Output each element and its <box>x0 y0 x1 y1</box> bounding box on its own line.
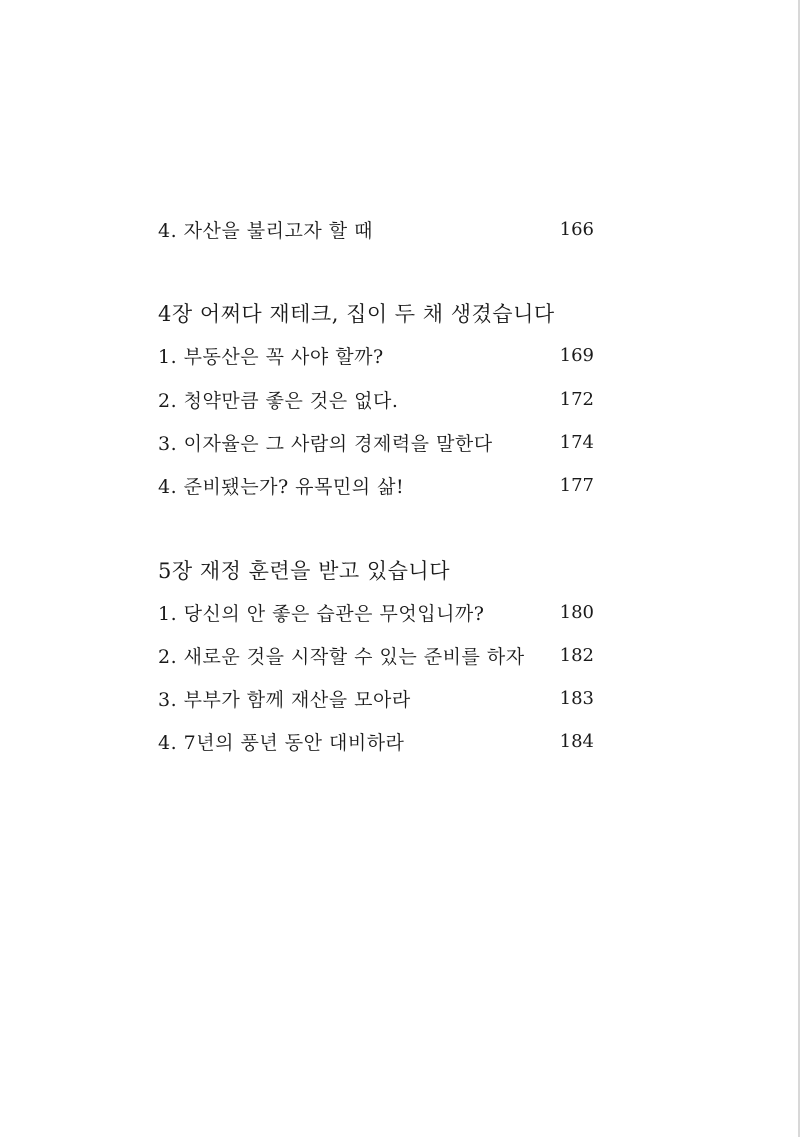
toc-entry-title: 2. 새로운 것을 시작할 수 있는 준비를 하자 <box>158 645 525 668</box>
toc-entry <box>158 597 594 627</box>
toc-entry-page: 166 <box>559 218 594 240</box>
toc-entry <box>158 726 594 756</box>
toc-entry-page: 174 <box>559 431 594 453</box>
toc-entry-title: 3. 이자율은 그 사람의 경제력을 말한다 <box>158 432 493 455</box>
toc-entry <box>158 427 594 457</box>
toc-entry-page: 169 <box>559 344 594 366</box>
toc-entry-title: 3. 부부가 함께 재산을 모아라 <box>158 688 411 711</box>
toc-entry <box>158 384 594 414</box>
toc-entry-page: 172 <box>559 388 594 410</box>
toc-entry <box>158 340 594 370</box>
toc-entry-page: 180 <box>559 601 594 623</box>
toc-entry <box>158 470 594 500</box>
toc-entry-page: 184 <box>559 730 594 752</box>
toc-entry-title: 1. 당신의 안 좋은 습관은 무엇입니까? <box>158 602 485 625</box>
toc-entry-title: 2. 청약만큼 좋은 것은 없다. <box>158 389 399 412</box>
toc-entry <box>158 683 594 713</box>
toc-entry-title: 4. 준비됐는가? 유목민의 삶! <box>158 475 405 498</box>
toc-entry <box>158 214 594 244</box>
toc-entry-page: 183 <box>559 687 594 709</box>
toc-entry <box>158 640 594 670</box>
chapter-heading: 5장 재정 훈련을 받고 있습니다 <box>158 559 450 583</box>
toc-entry-title: 1. 부동산은 꼭 사야 할까? <box>158 345 384 368</box>
toc-entry-page: 182 <box>559 644 594 666</box>
chapter-heading: 4장 어쩌다 재테크, 집이 두 채 생겼습니다 <box>158 302 555 326</box>
toc-entry-page: 177 <box>559 474 594 496</box>
toc-entry-title: 4. 자산을 불리고자 할 때 <box>158 219 373 242</box>
toc-entry-title: 4. 7년의 풍년 동안 대비하라 <box>158 731 405 754</box>
